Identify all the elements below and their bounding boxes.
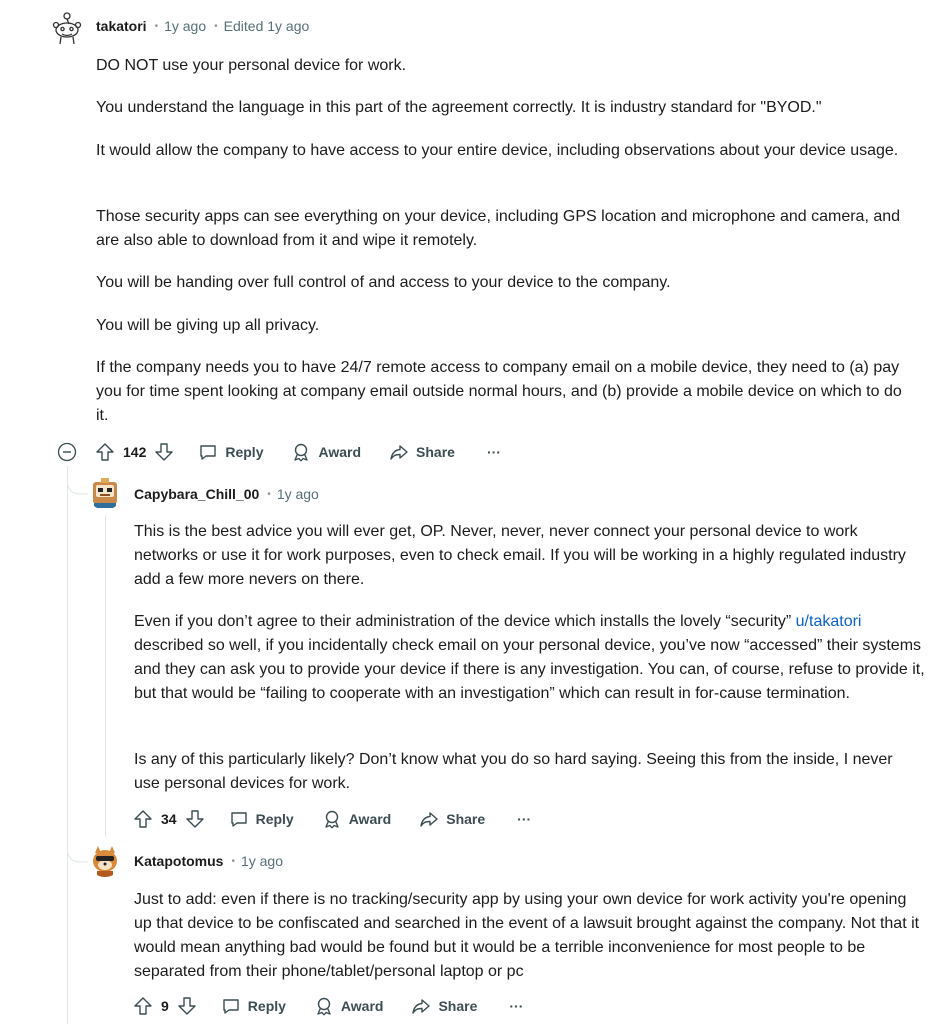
comment-paragraph: It would allow the company to have access to your entire device, including observations about your device usage. [96,142,899,159]
vote-count: 9 [161,998,169,1014]
separator-dot: • [154,20,159,32]
username[interactable]: Capybara_Chill_00 [134,486,260,502]
separator-dot: • [267,488,271,500]
award-label: Award [340,998,384,1014]
award-icon [322,809,342,829]
share-label: Share [446,811,486,827]
more-icon: ··· [486,444,501,460]
collapse-icon [57,442,77,462]
comment-paragraph: Is any of this particularly likely? Don’t know what you do so hard saying. Seeing this from the inside, I never use personal devices for work. [134,751,893,792]
comment-meta [134,853,283,869]
share-button[interactable] [389,442,455,462]
katapotomus-avatar-icon [88,843,122,877]
more-button[interactable] [509,998,523,1014]
more-button[interactable] [517,811,531,827]
reply-label: Reply [225,444,264,460]
more-button[interactable] [487,444,501,460]
comment-meta [134,486,319,502]
more-icon: ··· [509,998,524,1014]
vote-group [95,442,174,462]
award-icon [291,442,311,462]
reply-button[interactable] [229,809,294,829]
downvote-icon[interactable] [154,442,174,462]
upvote-icon[interactable] [95,442,115,462]
username[interactable]: Katapotomus [134,853,224,869]
paragraph-text: Even if you don’t agree to their administration of the device which installs the lovely “security” [134,613,796,630]
share-label: Share [416,444,455,460]
comment-paragraph [134,610,929,706]
comment-paragraph: You will be handing over full control of and access to your device to the company. [96,274,671,291]
reply-label: Reply [255,811,294,827]
comment-paragraph: You understand the language in this part of the agreement correctly. It is industry standard for "BYOD." [96,99,822,116]
edited-label: Edited 1y ago [223,18,310,34]
comment-paragraph: This is the best advice you will ever get, OP. Never, never, never connect your personal device to work networks or use it for work purposes, even to check email. If you will be working in a highly regulated industry add a few more nevers on there. [134,523,906,588]
award-button[interactable] [291,442,361,462]
separator-dot: • [231,855,235,867]
reply-icon [221,996,241,1016]
avatar[interactable] [88,476,122,510]
username[interactable]: takatori [96,18,147,34]
comment-actions [133,992,523,1020]
more-icon: ··· [517,811,532,827]
vote-group [133,996,197,1016]
share-button[interactable] [411,996,477,1016]
reply-button[interactable] [221,996,286,1016]
user-mention-link[interactable]: u/takatori [795,613,862,630]
comment-paragraph: Just to add: even if there is no tracking/security app by using your own device for work activity you're opening up that device to be confiscated and searched in the event of a lawsuit brought against the company. Not that it would mean anything bad would be found but it would be a terrible inconvenience for most people to be separated from their phone/tablet/personal laptop or pc [134,891,920,980]
downvote-icon[interactable] [177,996,197,1016]
comment-actions [133,805,531,833]
award-button[interactable] [314,996,384,1016]
timestamp[interactable]: 1y ago [240,853,284,869]
award-label: Award [348,811,392,827]
separator-dot: • [214,20,218,32]
upvote-icon[interactable] [133,996,153,1016]
vote-count: 34 [161,811,177,827]
upvote-icon[interactable] [133,809,153,829]
share-icon [411,996,431,1016]
reply-label: Reply [247,998,286,1014]
thread-line-nested[interactable] [105,515,106,837]
avatar[interactable] [88,843,122,877]
comment-paragraph: Those security apps can see everything on your device, including GPS location and microphone and camera, and are also able to download from it and wipe it remotely. [96,208,901,249]
collapse-button[interactable] [57,442,77,462]
share-icon [419,809,439,829]
vote-count: 142 [123,444,147,460]
capybara-avatar-icon [88,476,122,510]
comment-paragraph: You will be giving up all privacy. [96,317,320,334]
award-label: Award [318,444,362,460]
reply-icon [198,442,218,462]
award-icon [314,996,334,1016]
vote-group [133,809,205,829]
award-button[interactable] [322,809,392,829]
comment-paragraph: DO NOT use your personal device for work. [96,57,407,74]
share-icon [389,442,409,462]
comment-meta [96,18,309,34]
downvote-icon[interactable] [185,809,205,829]
reply-button[interactable] [198,442,263,462]
avatar[interactable] [50,10,84,44]
snoo-outline-icon [50,10,84,44]
comment-actions [95,438,501,466]
comment-paragraph: If the company needs you to have 24/7 remote access to company email on a mobile device, they need to (a) pay you for time spent looking at company email outside normal hours, and (b) provide a mobile device on which to do it. [96,359,902,424]
reply-icon [229,809,249,829]
share-label: Share [438,998,478,1014]
paragraph-text: described so well, if you incidentally check email on your personal device, you’ve now “accessed” their systems and they can ask you to provide your device if there is any investigation. You can, of course, refuse to provide it, but that would be “failing to cooperate with an investigation” which can result in for-cause termination. [134,637,925,702]
share-button[interactable] [419,809,485,829]
timestamp[interactable]: 1y ago [164,18,207,34]
thread-line-main[interactable] [67,466,68,1024]
timestamp[interactable]: 1y ago [276,486,319,502]
